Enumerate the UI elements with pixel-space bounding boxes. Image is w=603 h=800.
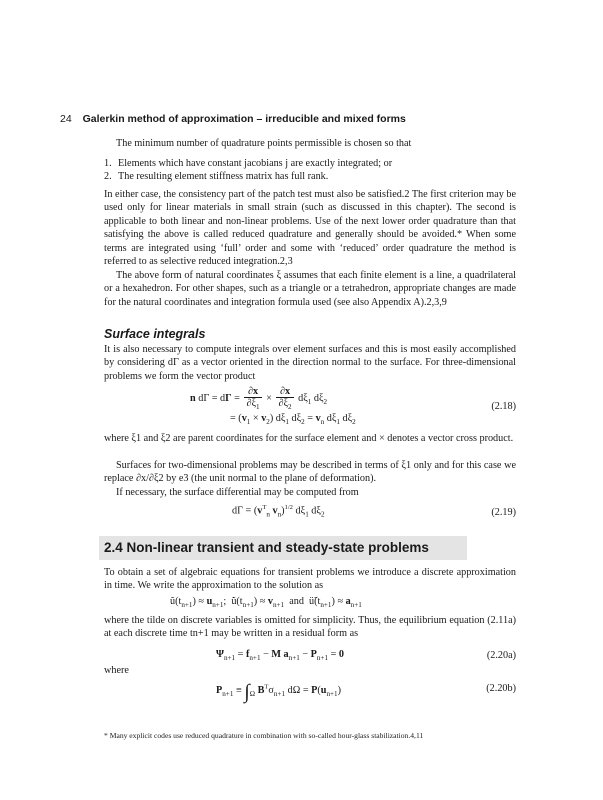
equation-2-18: n dΓ = dΓ = $\frac{\partial x}{\partial\xi_1}$ × $\frac{\partial x}{\partial\xi_2}$ $d\xi_1$ $d\xi_2$ = $(v_1 \times v_2)$ $d\xi_1$ $d\xi_2 = v_n$ $d\xi_1$ $d\xi_2$ <box>190 386 356 427</box>
paragraph-discrete-time: To obtain a set of algebraic equations for transient problems we introduce a discrete approximation in time. We write the approximation to the solution as <box>104 567 516 592</box>
where-label: where <box>104 665 129 676</box>
footnote: * Many explicit codes use reduced quadrature in combination with so-called hour-glass stabilization.4,11 <box>104 731 424 740</box>
criteria-list <box>104 157 392 184</box>
intro-lead: The minimum number of quadrature points permissible is chosen so that <box>116 138 412 149</box>
list-item: 1. Elements which have constant jacobians j are exactly integrated; or <box>104 158 393 169</box>
running-title: Galerkin method of approximation – irreducible and mixed forms <box>82 113 406 125</box>
equation-number: (2.20b) <box>486 683 516 694</box>
paragraph-residual: where the tilde on discrete variables is omitted for simplicity. Thus, the equilibrium equation (2.11a) at each discrete time tn+1 may be written in a residual form as <box>104 615 516 640</box>
list-item: 2. The resulting element stiffness matrix has full rank. <box>104 171 329 183</box>
equation-number: (2.19) <box>491 507 516 518</box>
equation-time-approximation: $ũ(t_{n+1}) \approx u_{n+1}$; $u̇̃(t_{n+1}) \approx v_{n+1}$ and $ü̃(t_{n+1}) \approx a_{n+1}$ <box>170 596 362 610</box>
equation-2-20b: $P_{n+1} \equiv \int_\Omega$ $B^T\sigma_{n+1}$ $d\Omega = P(u_{n+1})$ <box>216 681 341 703</box>
paragraph-surface: It is also necessary to compute integrals over element surfaces and this is most easily accomplished by considering dΓ as a vector oriented in the direction normal to the surface. For three-dimensional problems we form the vector product <box>104 344 516 382</box>
section-heading: 2.4 Non-linear transient and steady-state problems <box>104 540 429 555</box>
subsection-heading: Surface integrals <box>104 327 206 341</box>
paragraph-two-dimensional: Surfaces for two-dimensional problems may be described in terms of ξ1 only and for this case we replace ∂x/∂ξ2 by e3 (the unit normal to the plane of deformation). <box>104 460 516 485</box>
paragraph-parent-coordinates: where ξ1 and ξ2 are parent coordinates for the surface element and × denotes a vector cross product. <box>104 433 514 444</box>
equation-number: (2.20a) <box>486 650 516 661</box>
equation-number: (2.18) <box>491 401 516 412</box>
paragraph-surface-differential: If necessary, the surface differential may be computed from <box>116 487 359 498</box>
equation-2-19: $d\Gamma = (v^T_n$ $v_n)^{1/2}$ $d\xi_1$ $d\xi_2$ <box>232 504 325 519</box>
paragraph-consistency: In either case, the consistency part of the patch test must also be satisfied.2 The first criterion may be used only for linear materials in small strain (such as discussed in this chapter). The second is applicable to both linear and non-linear problems. Use of the next lower order quadrature than that satisfying the above is called reduced quadrature and generally should be avoided.* When some terms are integrated using ‘full’ order and some with ‘reduced’ order quadrature the method is referred to as selective reduced integration.2,3 <box>104 189 516 268</box>
page-number: 24 <box>60 113 72 125</box>
running-header <box>60 113 406 125</box>
equation-2-20a: $\Psi_{n+1} = f_{n+1} - M$ $a_{n+1} - P_{n+1} = 0$ <box>216 649 344 663</box>
paragraph-natural-coordinates: The above form of natural coordinates ξ assumes that each finite element is a line, a quadrilateral or a hexahedron. For other shapes, such as a triangle or a tetrahedron, appropriate changes are made for the natural coordinates and integration formula used (see also Appendix A).2,3,9 <box>104 270 516 308</box>
